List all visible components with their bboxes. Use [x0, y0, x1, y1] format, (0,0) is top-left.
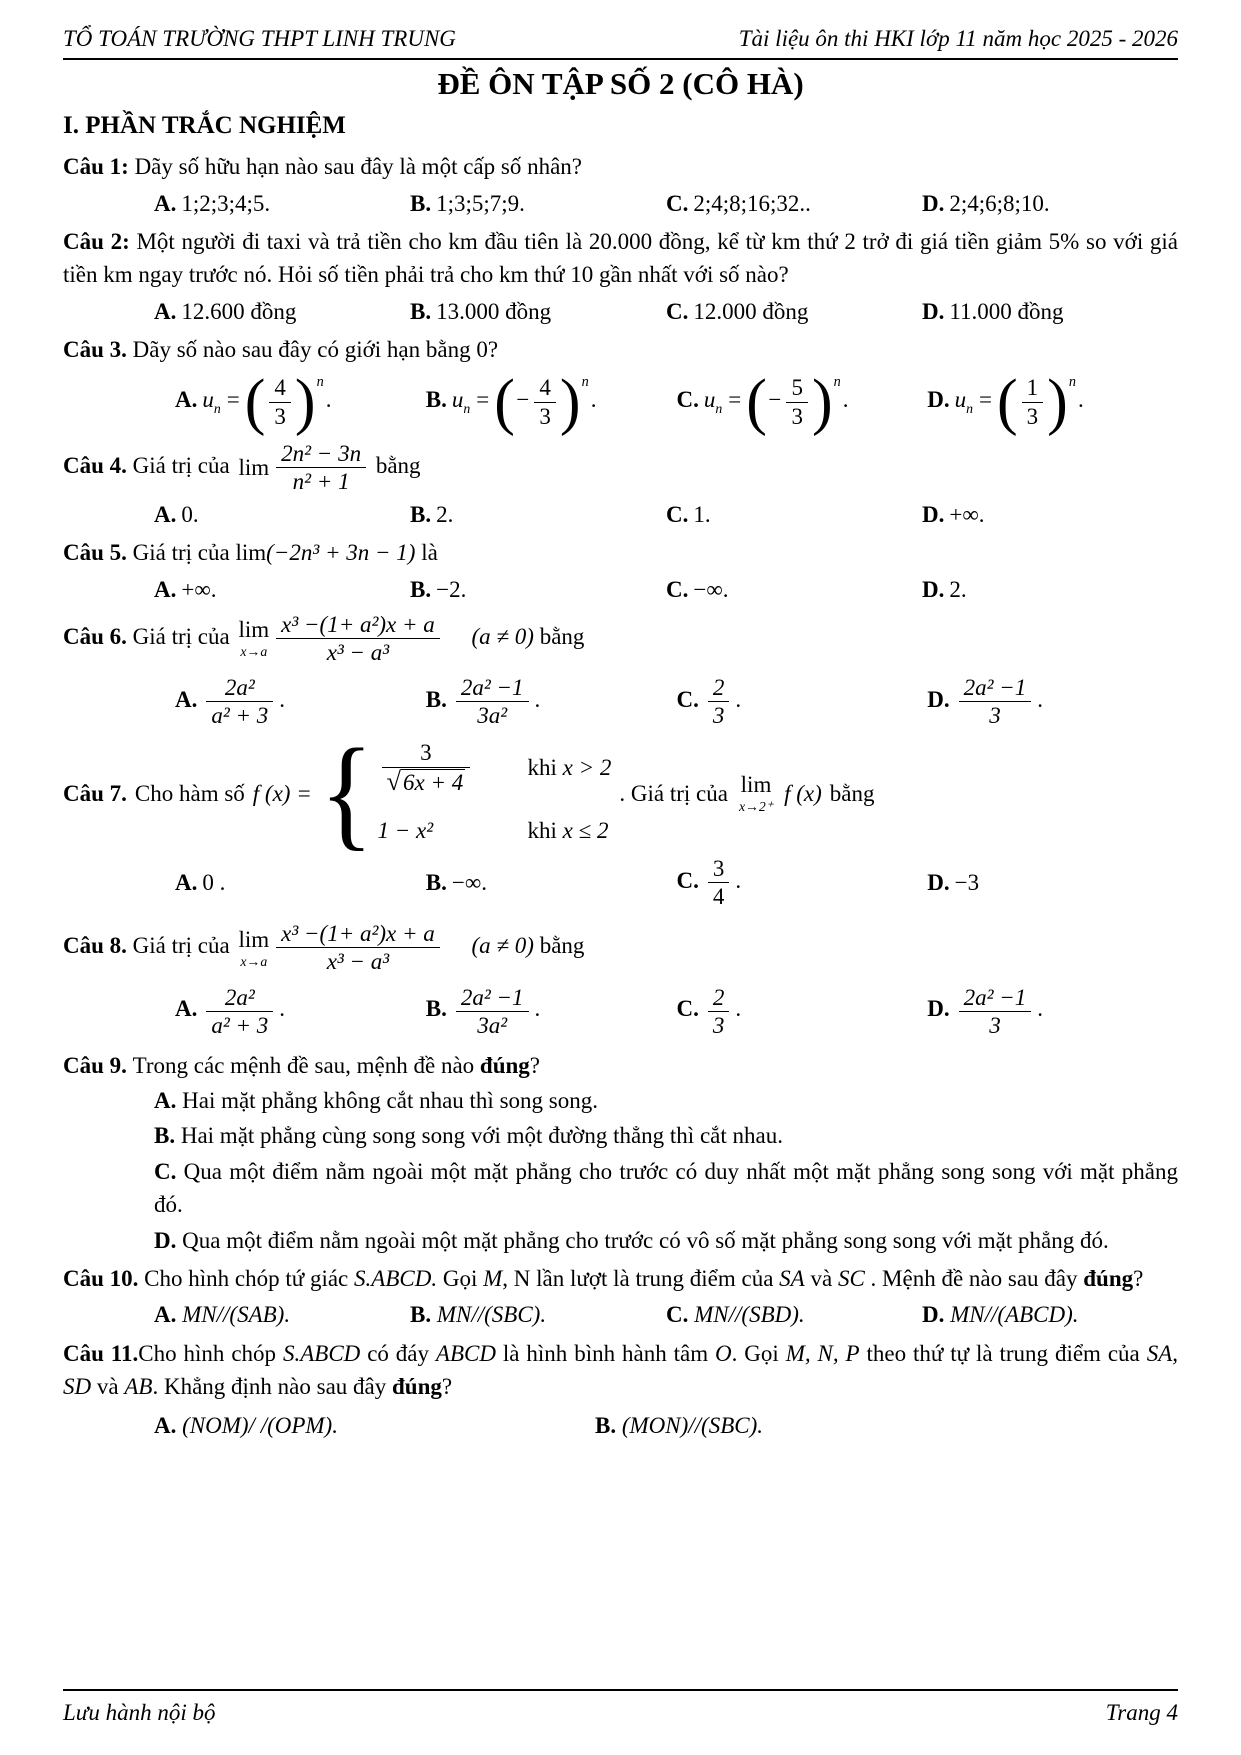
option-text: 1;2;3;4;5. — [181, 190, 271, 216]
period: . — [534, 687, 541, 713]
fraction — [206, 674, 273, 729]
stem-text: bằng — [539, 933, 585, 959]
q2-option-b — [410, 295, 666, 328]
fraction — [269, 374, 291, 429]
q6-option-d — [927, 674, 1178, 729]
fraction-numerator: 2a² −1 — [959, 984, 1032, 1012]
q2-option-d — [922, 295, 1178, 328]
stem-text: bằng — [829, 780, 875, 806]
option-label: A. — [175, 996, 198, 1022]
fraction-numerator: 2n² − 3n — [276, 440, 366, 468]
case-1 — [378, 739, 612, 795]
period: . — [1077, 387, 1084, 413]
limit-operator: lim — [238, 454, 270, 480]
q2-stem: Câu 2: Một người đi taxi và trả tiền cho km đầu tiên là 20.000 đồng, kể từ km thứ 2 trở đi giá tiền giảm 5% so với giá tiền km ngay trước nó. Hỏi số tiền phải trả cho km thứ 10 gần nhất với số nào? — [63, 229, 1178, 288]
option-label: C. — [666, 298, 689, 324]
option-text: 0. — [181, 501, 199, 527]
equals-sign: = — [728, 387, 742, 413]
q11-options — [63, 1409, 1178, 1442]
fraction — [708, 674, 730, 729]
q9-option-a: A. Hai mặt phẳng không cắt nhau thì song song. — [154, 1088, 598, 1114]
equals-sign: = — [226, 387, 240, 413]
exponent: n — [833, 373, 841, 390]
q6-option-a — [175, 674, 426, 729]
option-label: C. — [666, 501, 689, 527]
sequence-subscript: n — [966, 401, 974, 417]
case-condition: khi x > 2 — [527, 754, 612, 780]
option-text: −∞. — [693, 576, 729, 602]
fraction — [276, 440, 366, 495]
option-text: 2;4;6;8;10. — [949, 190, 1050, 216]
question-label: Câu 7. — [63, 780, 127, 806]
fraction — [534, 374, 556, 429]
option-label: A. — [175, 687, 198, 713]
q10-option-c: C. MN//(SBD). — [666, 1302, 805, 1328]
period: . — [325, 387, 332, 413]
condition: (a ≠ 0) — [471, 623, 534, 649]
q6-option-b — [426, 674, 677, 729]
page-title: ĐỀ ÔN TẬP SỐ 2 (CÔ HÀ) — [437, 66, 804, 102]
q5-option-d — [922, 573, 1178, 606]
fraction-denominator: a² + 3 — [211, 703, 269, 729]
option-label: A. — [175, 387, 198, 413]
footer-left: Lưu hành nội bộ — [63, 1699, 216, 1725]
option-text: 11.000 đồng — [949, 298, 1064, 324]
option-text: −3 — [954, 869, 980, 895]
fraction-denominator: 3 — [791, 403, 803, 429]
sequence-subscript: n — [715, 401, 723, 417]
option-label: C. — [676, 867, 699, 893]
header-right: Tài liệu ôn thi HKI lớp 11 năm học 2025 - 2026 — [738, 26, 1178, 51]
q8-option-a — [175, 984, 426, 1039]
q2-option-a — [154, 295, 410, 328]
option-label: D. — [927, 869, 950, 895]
option-label: B. — [425, 996, 447, 1022]
option-label: A. — [154, 190, 177, 216]
option-label: D. — [922, 298, 945, 324]
option-label: A. — [154, 298, 177, 324]
fraction — [456, 984, 529, 1039]
option-label: A. — [154, 501, 177, 527]
fraction — [206, 984, 273, 1039]
fraction-numerator: 2a² — [206, 674, 273, 702]
period: . — [279, 996, 286, 1022]
period: . — [735, 996, 742, 1022]
fraction-denominator: 3a² — [477, 1012, 508, 1038]
q11-option-a: A. (NOM)/ /(OPM). — [154, 1413, 338, 1439]
fraction-numerator: 4 — [534, 374, 556, 402]
stem-text: Giá trị của — [132, 540, 230, 566]
period: . — [279, 687, 286, 713]
exponent: n — [581, 373, 589, 390]
sequence-var: u — [202, 387, 214, 413]
option-label: B. — [410, 298, 432, 324]
stem-text: Giá trị của — [132, 452, 230, 478]
option-text: +∞. — [949, 501, 985, 527]
option-label: C. — [676, 996, 699, 1022]
option-label: D. — [927, 687, 950, 713]
option-label: D. — [922, 501, 945, 527]
fraction-denominator — [382, 765, 471, 796]
option-label: A. — [175, 869, 198, 895]
q1-option-b — [410, 187, 666, 220]
fraction-denominator: 3a² — [477, 703, 508, 729]
option-label: B. — [410, 576, 432, 602]
document-footer — [63, 1689, 1178, 1729]
fraction-denominator: 4 — [712, 884, 725, 910]
stem-text: là — [421, 540, 438, 566]
period: . — [1037, 687, 1044, 713]
option-text: 2. — [949, 576, 967, 602]
option-label: C. — [666, 576, 689, 602]
equals-sign: = — [476, 387, 490, 413]
fraction — [382, 739, 471, 795]
function-notation: f (x) — [784, 780, 822, 806]
fraction — [456, 674, 529, 729]
option-label: D. — [927, 387, 950, 413]
period: . — [842, 387, 849, 413]
q1-stem: Câu 1: Dãy số hữu hạn nào sau đây là một cấp số nhân? — [63, 154, 582, 180]
option-label: B. — [410, 190, 432, 216]
q10-option-a: A. MN//(SAB). — [154, 1302, 291, 1328]
piecewise-function: { $\frac{3}{√6x + 4}$ khi x > 2 1 − x² khi x ≤ 2 — [319, 723, 612, 863]
option-label: B. — [425, 869, 447, 895]
sqrt-sign: √ — [386, 765, 402, 796]
fraction-numerator: 2a² — [206, 984, 273, 1012]
option-label: D. — [922, 190, 945, 216]
q2-options — [63, 295, 1178, 328]
fraction-denominator: x³ − a³ — [326, 640, 390, 666]
option-text: 0 . — [202, 869, 226, 895]
fraction-numerator: 3 — [382, 739, 471, 767]
q5-option-b — [410, 573, 666, 606]
q7-option-c — [677, 855, 928, 910]
stem-text: bằng — [375, 452, 421, 478]
q8-options — [63, 984, 1178, 1039]
fraction-denominator: 3 — [539, 403, 551, 429]
q7-option-b — [426, 866, 677, 899]
fraction-denominator: n² + 1 — [292, 468, 350, 494]
exponent: n — [1068, 373, 1076, 390]
fraction-denominator: 3 — [989, 703, 1001, 729]
fraction-numerator: x³ −(1+ a²)x + a — [276, 611, 440, 639]
q11-stem: Câu 11.Cho hình chóp S.ABCD có đáy ABCD là hình bình hành tâm O. Gọi M, N, P theo thứ tự là trung điểm của SA, SD và AB. Khẳng định nào sau đây đúng? — [63, 1340, 1178, 1399]
q4-option-a — [154, 498, 410, 531]
option-label: C. — [676, 687, 699, 713]
q10-stem: Câu 10. Cho hình chóp tứ giác S.ABCD. Gọi M, N lần lượt là trung điểm của SA và SC . Mệnh đề nào sau đây đúng? — [63, 1265, 1144, 1291]
fraction-numerator: x³ −(1+ a²)x + a — [276, 920, 440, 948]
fraction-numerator: 5 — [786, 374, 808, 402]
option-text: 1. — [693, 501, 711, 527]
q5-option-c — [666, 573, 922, 606]
fraction-sign: − — [514, 387, 531, 413]
limit-operator: lim — [235, 540, 267, 566]
fraction-numerator: 2a² −1 — [456, 984, 529, 1012]
fraction — [959, 984, 1032, 1039]
fraction — [786, 374, 808, 429]
q7-stem — [63, 723, 1178, 863]
stem-text: Cho hàm số — [134, 780, 245, 806]
fraction-denominator: 3 — [274, 403, 286, 429]
fraction-numerator: 2a² −1 — [456, 674, 529, 702]
fraction — [708, 855, 730, 910]
option-text: 12.600 đồng — [181, 298, 297, 324]
stem-text: Giá trị của — [132, 623, 230, 649]
sequence-var: u — [703, 387, 716, 413]
q9-option-d: D. Qua một điểm nằm ngoài một mặt phẳng cho trước có vô số mặt phẳng song song với mặt phẳng đó. — [154, 1227, 1109, 1253]
sqrt-radicand: 6x + 4 — [403, 769, 464, 795]
period: . — [735, 687, 742, 713]
option-text: 1;3;5;7;9. — [436, 190, 525, 216]
sequence-var: u — [954, 387, 967, 413]
q9-stem: Câu 9. Trong các mệnh đề sau, mệnh đề nào đúng? — [63, 1052, 541, 1078]
case-condition: khi x ≤ 2 — [527, 817, 609, 843]
option-text: 12.000 đồng — [693, 298, 809, 324]
q7-options — [63, 855, 1178, 910]
q3-stem: Câu 3. Dãy số nào sau đây có giới hạn bằng 0? — [63, 337, 499, 363]
q10-options — [63, 1298, 1178, 1331]
sequence-var: u — [451, 387, 464, 413]
fraction-sign: − — [766, 387, 783, 413]
fraction-denominator: x³ − a³ — [326, 949, 390, 975]
q7-option-d — [927, 866, 1178, 899]
q1-option-d — [922, 187, 1178, 220]
option-label: D. — [922, 576, 945, 602]
option-label: B. — [410, 501, 432, 527]
equals-sign: = — [979, 387, 993, 413]
fraction-denominator: 3 — [1026, 403, 1039, 429]
q3-option-c: C. $u_n$ =(− $\frac{5}{3}$ )$^n$. — [676, 367, 849, 437]
fraction-numerator: 1 — [1022, 374, 1044, 402]
limit-subscript: x→2⁺ — [738, 798, 774, 814]
q3-options — [63, 367, 1178, 437]
stem-text: Giá trị của — [132, 933, 230, 959]
q1-option-c — [666, 187, 922, 220]
fraction — [276, 920, 440, 975]
q3-option-b: B. $u_n$ =(− $\frac{4}{3}$ )$^n$. — [425, 367, 597, 437]
period: . — [735, 867, 742, 893]
option-label: A. — [154, 576, 177, 602]
q6-stem — [63, 611, 1178, 666]
question-label: Câu 8. — [63, 933, 127, 959]
question-label: Câu 6. — [63, 623, 127, 649]
limit-operator: lim x→2⁺ — [738, 771, 774, 814]
q4-stem — [63, 440, 1178, 495]
option-label: C. — [666, 190, 689, 216]
fraction-numerator: 2 — [708, 984, 730, 1012]
q9-option-b: B. Hai mặt phẳng cùng song song với một đường thẳng thì cắt nhau. — [154, 1123, 783, 1149]
q8-stem — [63, 920, 1178, 975]
limit-subscript: x→a — [240, 644, 268, 660]
q3-option-d: D. $u_n$ =( $\frac{1}{3}$ )$^n$. — [927, 367, 1084, 437]
option-label: B. — [425, 387, 447, 413]
q8-option-d — [927, 984, 1178, 1039]
fraction-denominator: 3 — [712, 703, 725, 729]
q9-option-c: C. Qua một điểm nằm ngoài một mặt phẳng cho trước có duy nhất một mặt phẳng song song với mặt phẳng đó. — [154, 1158, 1178, 1218]
sequence-subscript: n — [213, 401, 221, 417]
q5-options — [63, 573, 1178, 606]
option-text: 13.000 đồng — [436, 298, 552, 324]
q8-option-b — [426, 984, 677, 1039]
q5-stem — [63, 536, 1178, 569]
question-label: Câu 5. — [63, 540, 127, 566]
option-text: 2. — [436, 501, 454, 527]
q4-option-d — [922, 498, 1178, 531]
limit-operator: lim x→a — [238, 926, 270, 969]
q6-options — [63, 674, 1178, 729]
stem-text: . Giá trị của — [619, 780, 728, 806]
fraction-numerator: 2 — [708, 674, 730, 702]
case-2 — [378, 814, 612, 847]
q6-option-c — [677, 674, 928, 729]
fraction-denominator: a² + 3 — [211, 1012, 269, 1038]
q8-option-c — [677, 984, 928, 1039]
option-text: −2. — [436, 576, 467, 602]
option-label: D. — [927, 996, 950, 1022]
sequence-subscript: n — [463, 401, 471, 417]
period: . — [1037, 996, 1044, 1022]
fraction-numerator: 4 — [269, 374, 291, 402]
fraction-numerator: 3 — [708, 855, 730, 883]
q2-option-c — [666, 295, 922, 328]
fraction — [708, 984, 730, 1039]
q1-option-a — [154, 187, 410, 220]
option-text: 2;4;8;16;32.. — [693, 190, 811, 216]
case-expression: 1 − x² — [377, 817, 434, 843]
function-notation: f (x) = — [252, 780, 312, 806]
fraction-denominator: 3 — [712, 1012, 725, 1038]
section-heading: I. PHẦN TRẮC NGHIỆM — [63, 112, 346, 140]
fraction-numerator: 2a² −1 — [959, 674, 1032, 702]
fraction — [1022, 374, 1044, 429]
fraction-denominator: 3 — [989, 1012, 1001, 1038]
q4-options — [63, 498, 1178, 531]
fraction — [959, 674, 1032, 729]
limit-subscript: x→a — [240, 953, 268, 969]
condition: (a ≠ 0) — [471, 933, 534, 959]
period: . — [534, 996, 541, 1022]
option-text: −∞. — [451, 869, 487, 895]
q1-options — [63, 187, 1178, 220]
option-label: C. — [676, 387, 699, 413]
q4-option-c — [666, 498, 922, 531]
option-label: B. — [425, 687, 447, 713]
footer-right: Trang 4 — [1105, 1699, 1178, 1725]
header-left: TỔ TOÁN TRƯỜNG THPT LINH TRUNG — [63, 26, 456, 51]
exponent: n — [316, 373, 324, 390]
stem-text: bằng — [539, 623, 585, 649]
q11-option-b: B. (MON)//(SBC). — [595, 1413, 764, 1439]
q3-option-a: A. $u_n$ =( $\frac{4}{3}$ )$^n$. — [175, 367, 332, 437]
q10-option-b: B. MN//(SBC). — [410, 1302, 547, 1328]
q4-option-b — [410, 498, 666, 531]
option-text: +∞. — [181, 576, 217, 602]
period: . — [590, 387, 597, 413]
q10-option-d: D. MN//(ABCD). — [922, 1302, 1079, 1328]
q5-option-a — [154, 573, 410, 606]
limit-expression: (−2n³ + 3n − 1) — [266, 540, 416, 566]
q7-option-a — [175, 866, 426, 899]
limit-operator: lim x→a — [238, 617, 270, 660]
document-header — [63, 22, 1178, 60]
fraction — [276, 611, 440, 666]
question-label: Câu 4. — [63, 452, 127, 478]
